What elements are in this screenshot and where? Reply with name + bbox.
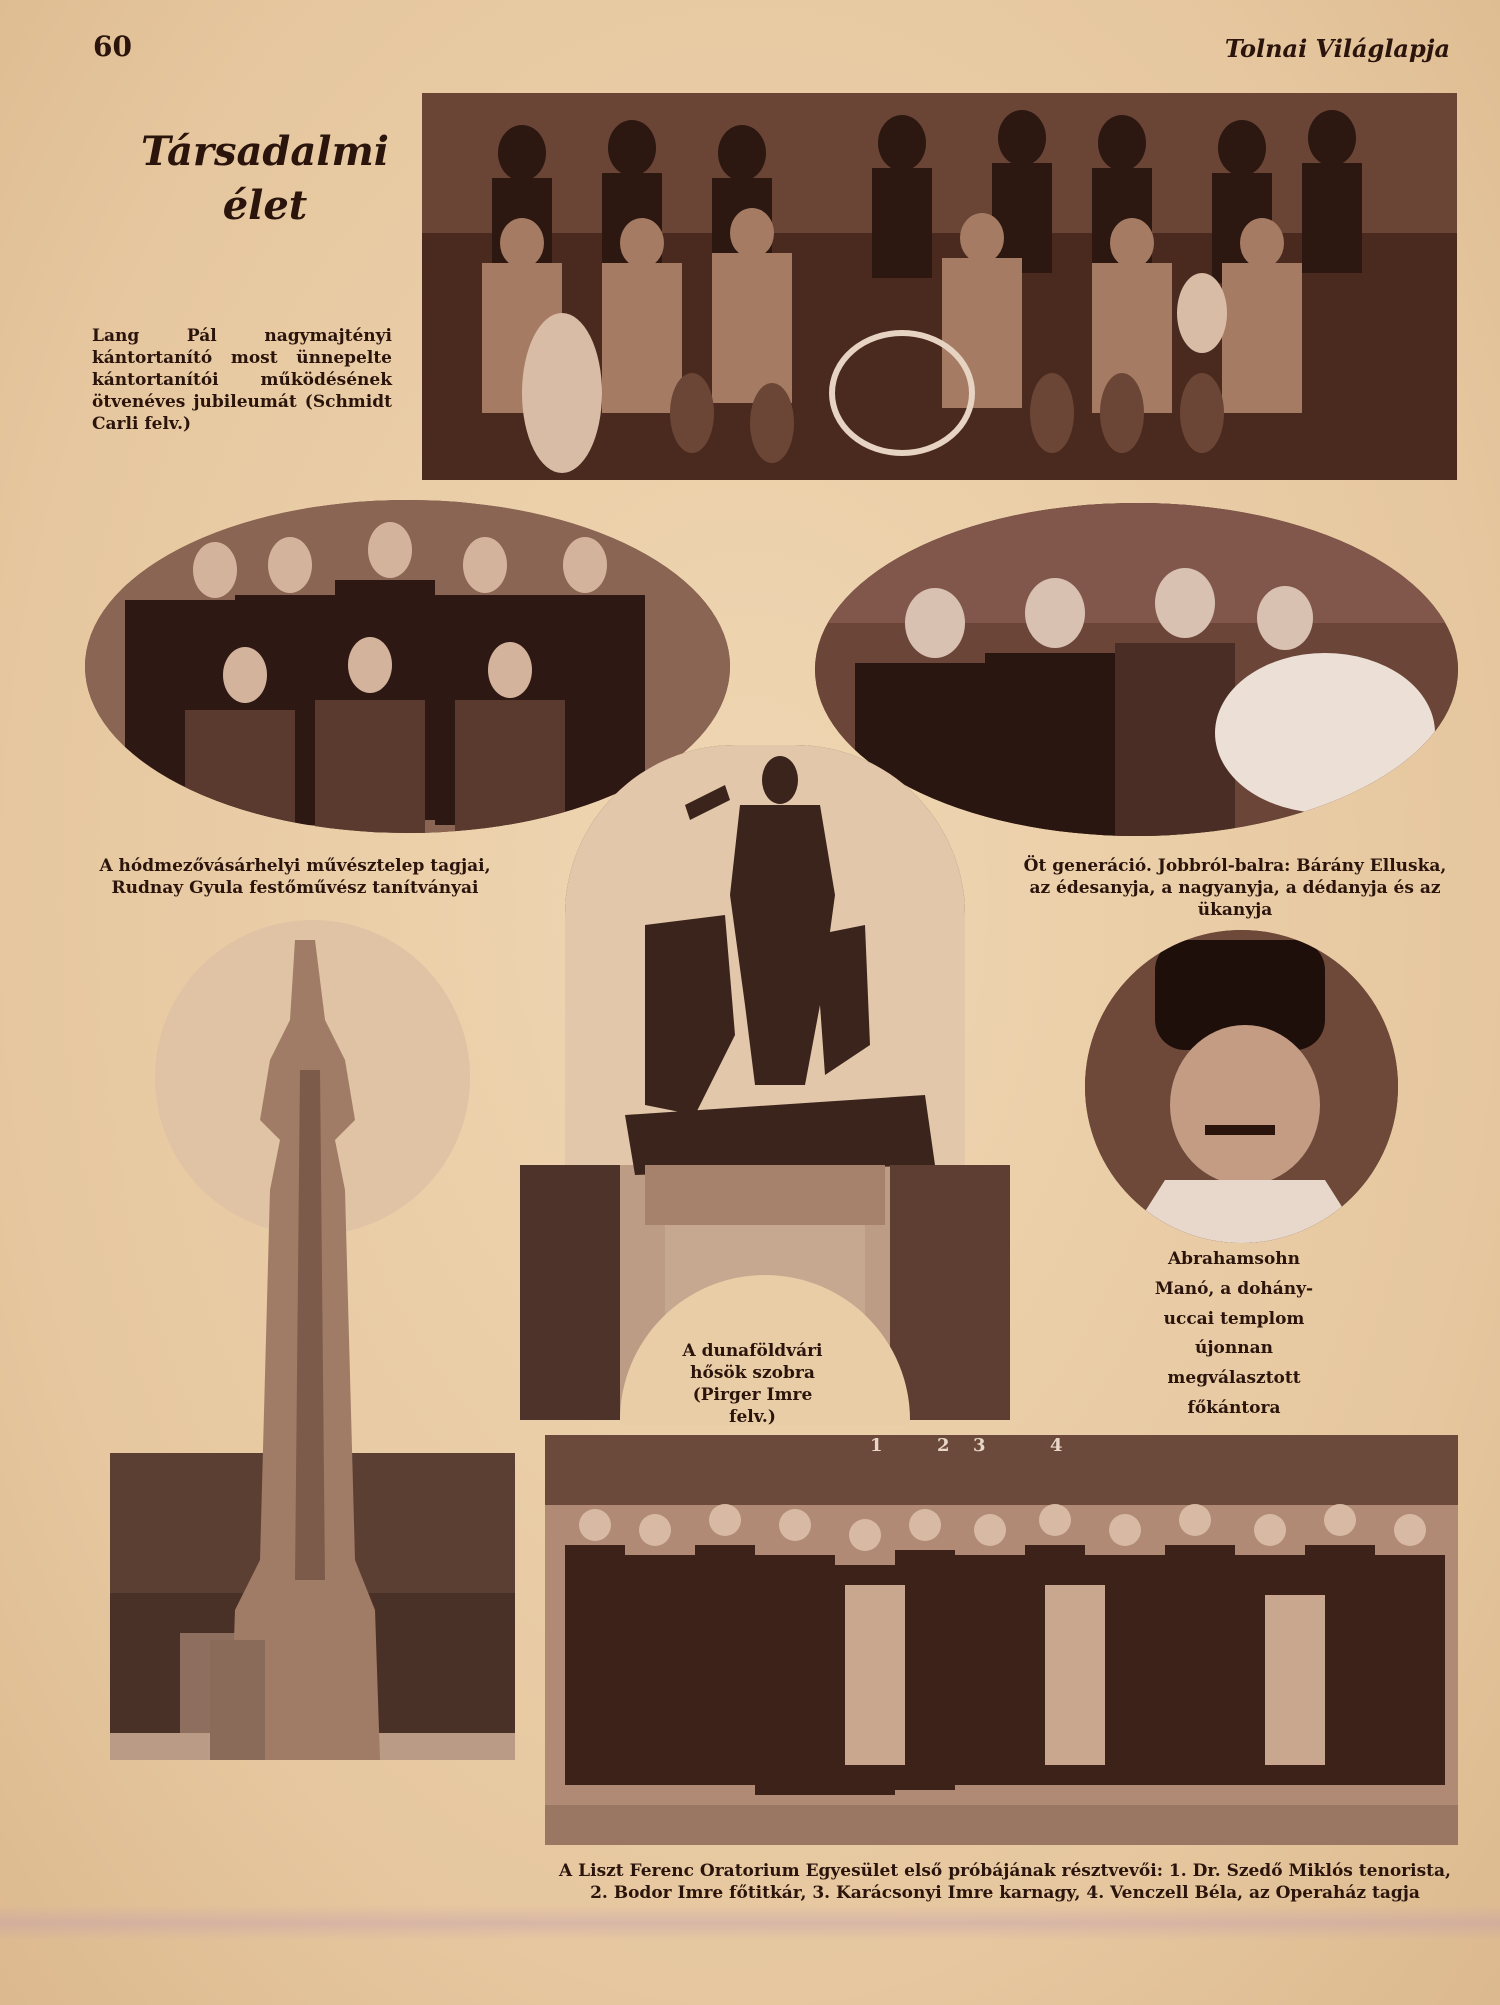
magazine-title: Tolnai Világlapja xyxy=(1224,34,1450,63)
caption-five-generations: Öt generáció. Jobbról-balra: Bárány Elluska, az édesanyja, a nagyanyja, a dédanyja és az ükanyja xyxy=(1023,856,1447,921)
marker-2: 2 xyxy=(937,1435,950,1456)
photo-liszt-oratorium xyxy=(545,1435,1458,1845)
photo-family-jubilee xyxy=(422,93,1457,480)
marker-4: 4 xyxy=(1050,1435,1063,1456)
photo-tarnok-memorial xyxy=(110,920,515,1850)
section-title: Társadalmi élet xyxy=(141,128,389,229)
marker-3: 3 xyxy=(973,1435,986,1456)
caption-liszt: A Liszt Ferenc Oratorium Egyesület első próbájának résztvevői: 1. Dr. Szedő Miklós tenorista, 2. Bodor Imre főtitkár, 3. Karácsonyi Imre karnagy, 4. Venczell Béla, az Operaház tagja xyxy=(559,1861,1451,1904)
photo-abrahamsohn xyxy=(1085,930,1398,1243)
caption-art-colony: A hódmezővásárhelyi művésztelep tagjai, Rudnay Gyula festőművész tanítványai xyxy=(99,856,491,899)
caption-dunafoldvar: A dunaföldvári hősök szobra (Pirger Imre felv.) xyxy=(682,1341,823,1428)
caption-lang-pal: Lang Pál nagymajtényi kántortanító most ünnepelte kántortanítói működésének ötvenéves jubileumát (Schmidt Carli felv.) xyxy=(92,326,392,435)
page-number: 60 xyxy=(93,30,132,63)
caption-abrahamsohn: Abrahamsohn Manó, a dohány-uccai templom újonnan megválasztott főkántora xyxy=(1154,1249,1314,1418)
marker-1: 1 xyxy=(870,1435,883,1456)
paper-stain-band xyxy=(0,1905,1500,1941)
photo-dunafoldvar-statue xyxy=(520,745,1010,1420)
